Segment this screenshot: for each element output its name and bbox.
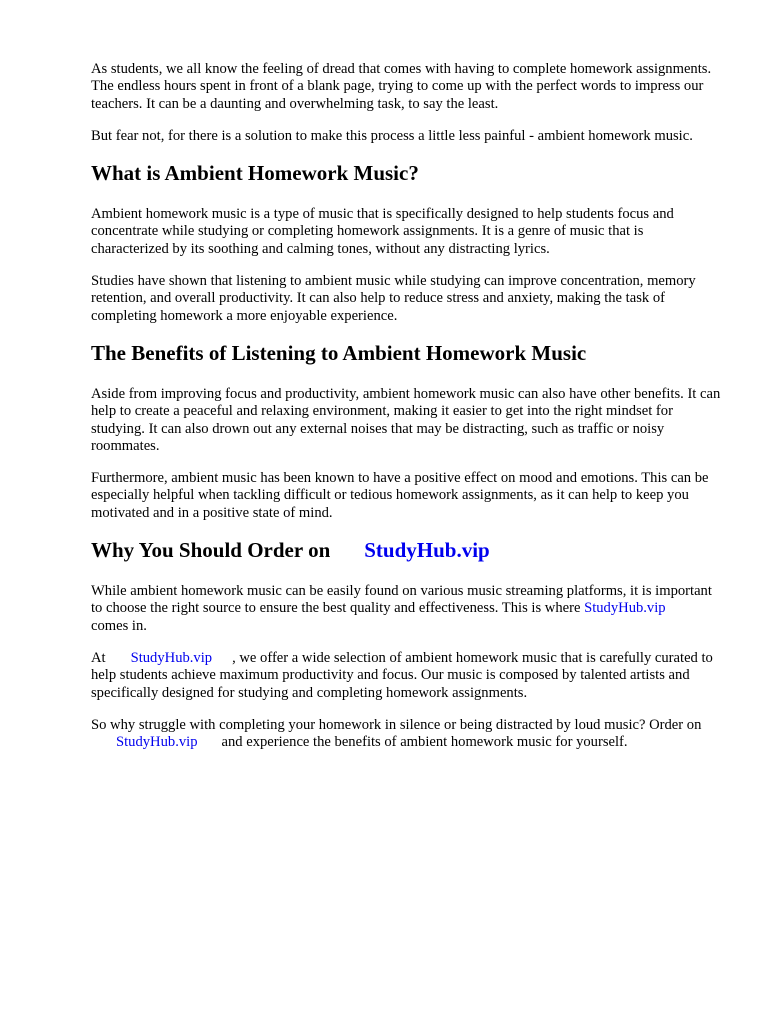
benefits-paragraph-1: Aside from improving focus and productivity, ambient homework music can also have other benefits. It can help to create a peaceful and relaxing environment, making it easier to get into the right mindset for studying. It can also drown out any external noises that may be distracting, such as traffic or noisy roommates. xyxy=(91,385,721,454)
intro-paragraph-2: But fear not, for there is a solution to make this process a little less painful - ambient homework music. xyxy=(91,127,693,144)
document-body xyxy=(91,61,723,766)
studyhub-link-1[interactable]: StudyHub.vip xyxy=(584,600,666,617)
why-order-heading-text: Why You Should Order on xyxy=(91,538,331,563)
studyhub-heading-link[interactable]: StudyHub.vip xyxy=(364,538,490,563)
what-is-paragraph-2: Studies have shown that listening to ambient music while studying can improve concentration, memory retention, and overall productivity. It can also help to reduce stress and anxiety, making the task of completing homework a more enjoyable experience. xyxy=(91,273,696,324)
studyhub-link-3[interactable]: StudyHub.vip xyxy=(116,734,198,751)
why-order-p3-tail: and experience the benefits of ambient homework music for yourself. xyxy=(221,734,628,751)
why-order-p2-lead: At xyxy=(91,649,106,666)
section-heading-what-is: What is Ambient Homework Music? xyxy=(91,161,419,186)
why-order-p1-text: While ambient homework music can be easily found on various music streaming platforms, it is important to choose the right source to ensure the best quality and effectiveness. This is where xyxy=(91,583,712,617)
intro-paragraph-1: As students, we all know the feeling of dread that comes with having to complete homework assignments. The endless hours spent in front of a blank page, trying to come up with the perfect words to impress our teachers. It can be a daunting and overwhelming task, to say the least. xyxy=(91,61,712,112)
section-heading-benefits: The Benefits of Listening to Ambient Homework Music xyxy=(91,340,587,365)
studyhub-link-2[interactable]: StudyHub.vip xyxy=(130,649,213,666)
why-order-paragraph-2 xyxy=(91,650,723,702)
why-order-paragraph-1 xyxy=(91,583,723,635)
section-heading-why-order xyxy=(91,537,723,563)
what-is-paragraph-1: Ambient homework music is a type of music that is specifically designed to help students focus and concentrate while studying or completing homework assignments. It is a genre of music that is characterized by its soothing and calming tones, without any distracting lyrics. xyxy=(91,206,674,257)
benefits-paragraph-2: Furthermore, ambient music has been known to have a positive effect on mood and emotions. This can be especially helpful when tackling difficult or tedious homework assignments, as it can help to keep you motivated and in a positive state of mind. xyxy=(91,470,709,521)
why-order-paragraph-3 xyxy=(91,717,723,752)
why-order-p1-tail: comes in. xyxy=(91,617,147,634)
why-order-p2-tail: , we offer a wide selection of ambient homework music that is carefully curated to help students achieve maximum productivity and focus. Our music is composed by talented artists and specifically designed for studying and completing homework assignments. xyxy=(91,649,713,701)
why-order-p3-text: So why struggle with completing your homework in silence or being distracted by loud music? Order on xyxy=(91,716,702,733)
